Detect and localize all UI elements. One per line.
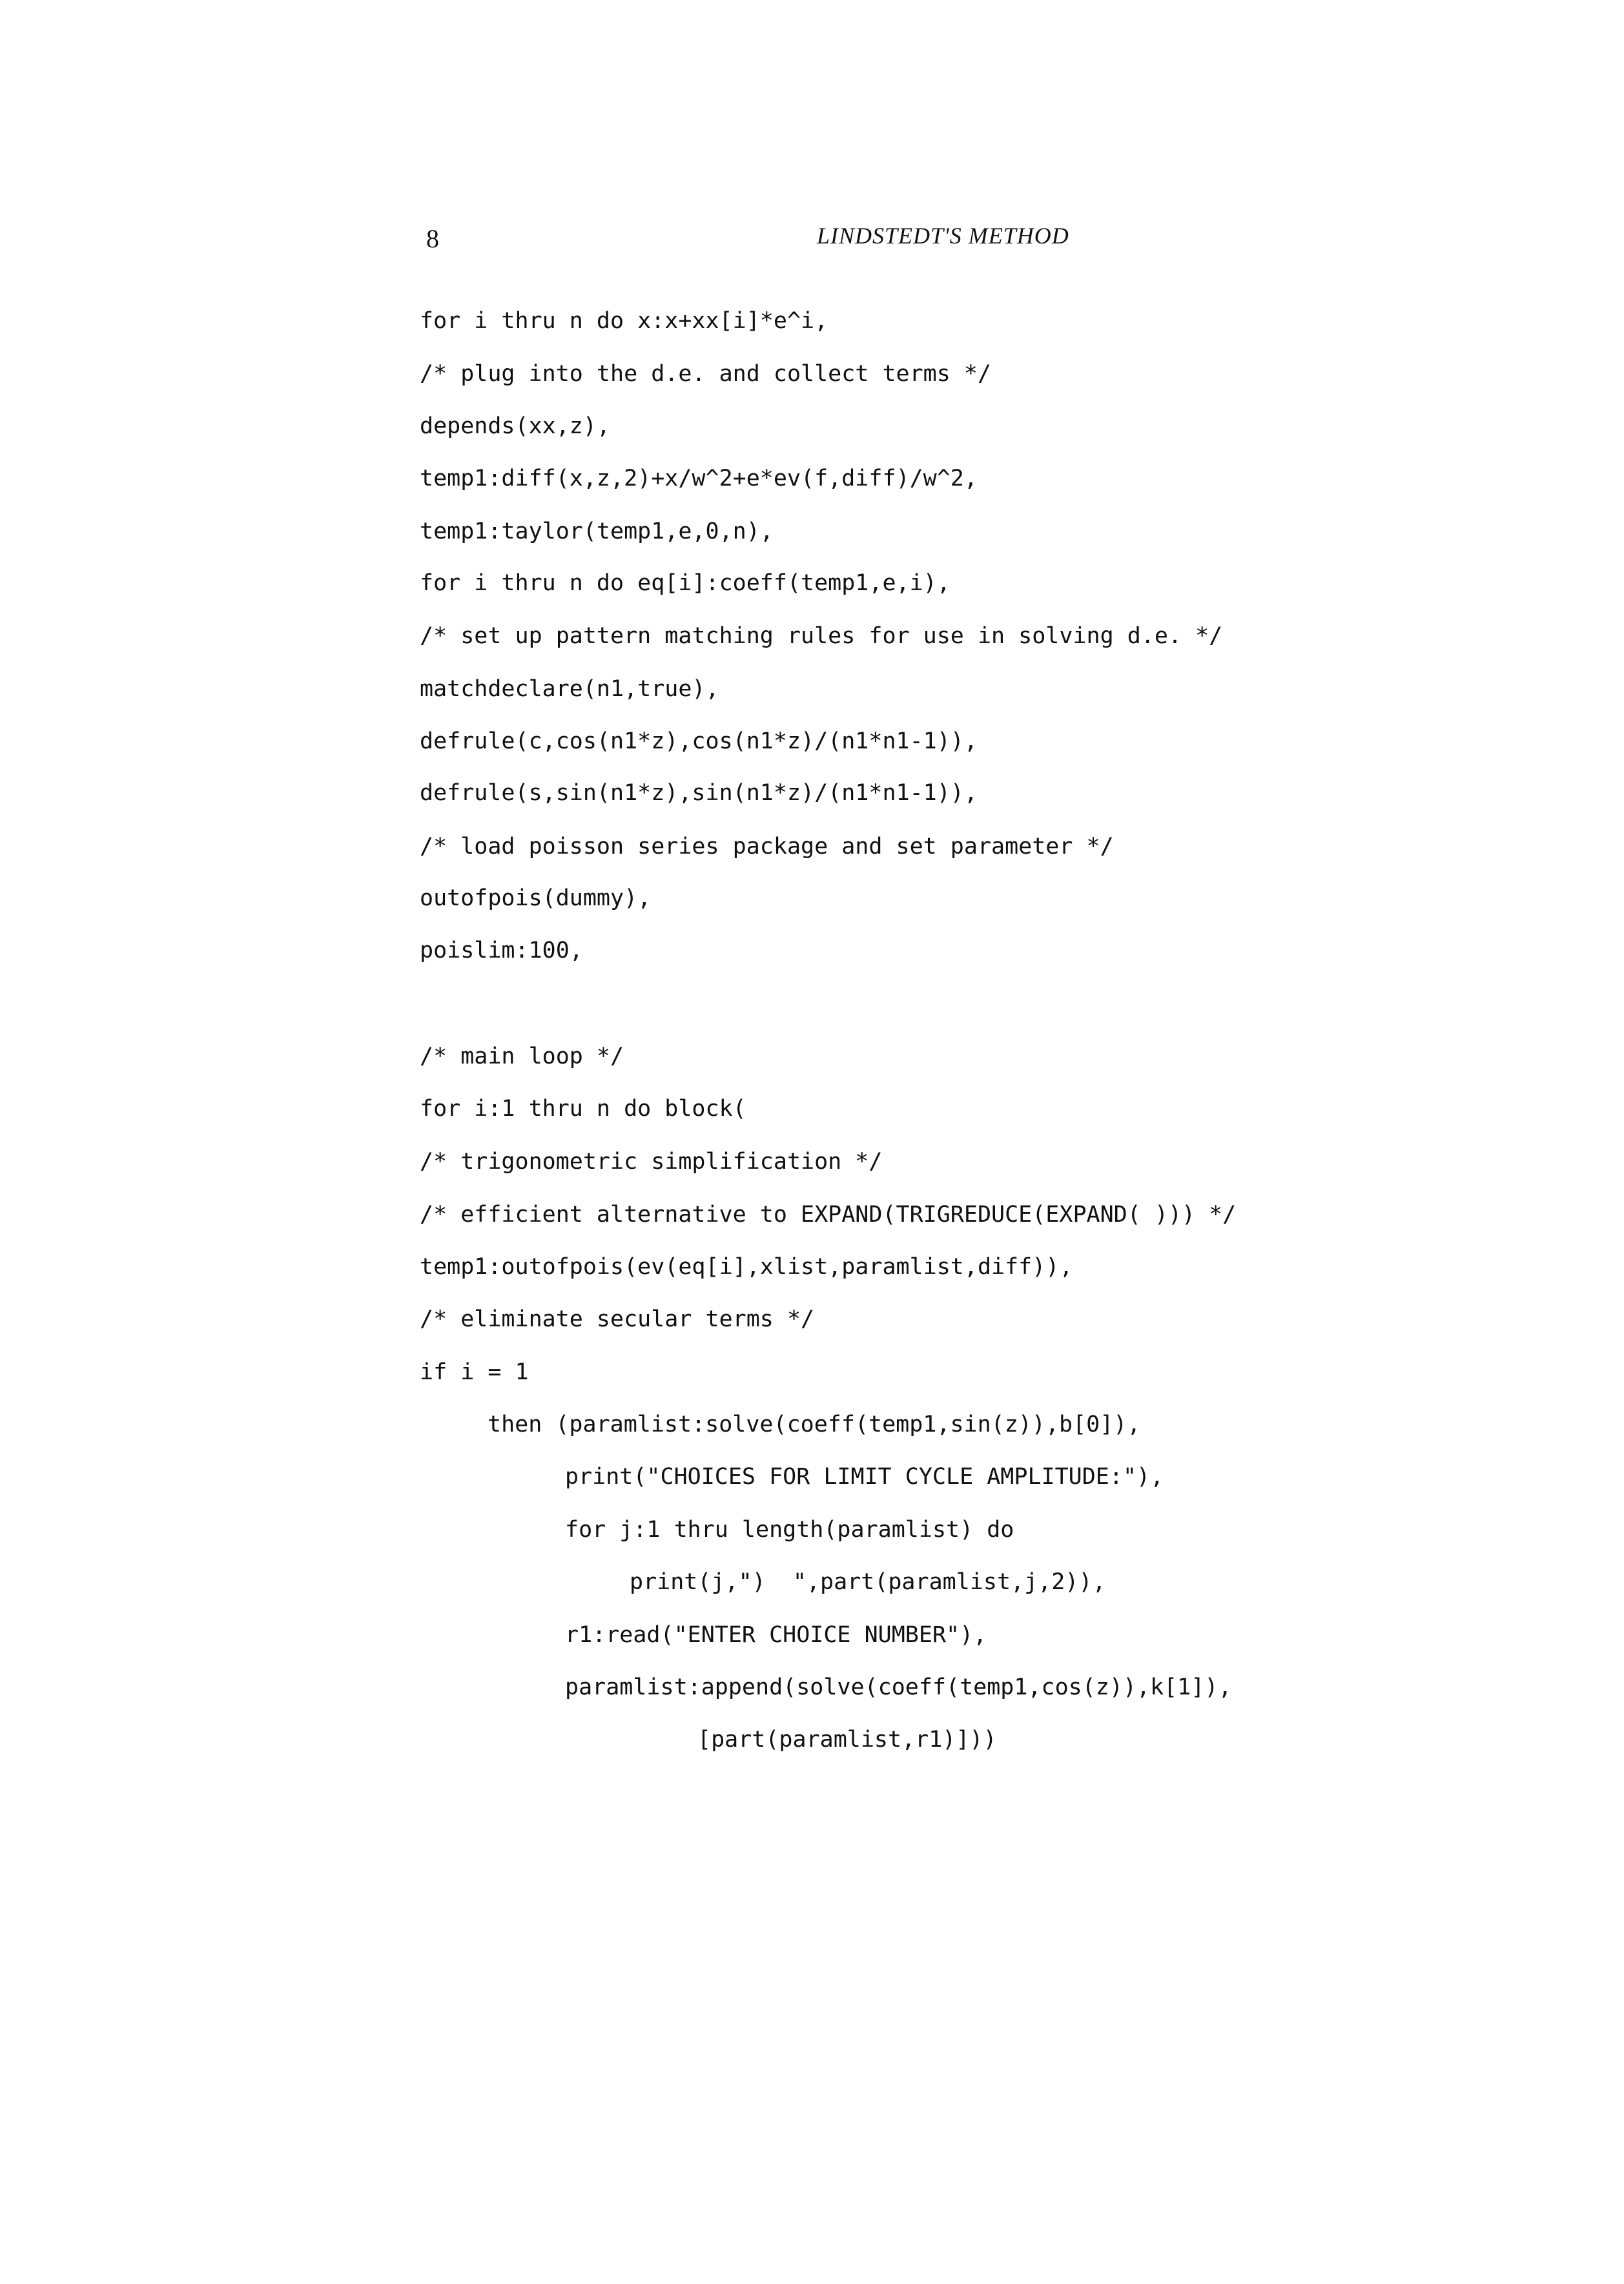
code-line: for j:1 thru length(paramlist) do — [565, 1517, 1014, 1543]
code-line: defrule(c,cos(n1*z),cos(n1*z)/(n1*n1-1)), — [420, 728, 978, 754]
code-line: for i thru n do x:x+xx[i]*e^i, — [420, 308, 828, 334]
code-line: temp1:taylor(temp1,e,0,n), — [420, 519, 774, 544]
code-line: /* eliminate secular terms */ — [420, 1306, 815, 1332]
code-line: for i:1 thru n do block( — [420, 1096, 746, 1122]
code-line: matchdeclare(n1,true), — [420, 676, 719, 702]
code-line: if i = 1 — [420, 1359, 529, 1385]
code-line: r1:read("ENTER CHOICE NUMBER"), — [565, 1622, 987, 1648]
code-line: then (paramlist:solve(coeff(temp1,sin(z)),b[0]), — [488, 1412, 1141, 1437]
code-line: depends(xx,z), — [420, 413, 611, 439]
code-line: outofpois(dummy), — [420, 885, 652, 911]
code-line: paramlist:append(solve(coeff(temp1,cos(z)),k[1]), — [565, 1674, 1232, 1700]
code-line: /* trigonometric simplification */ — [420, 1149, 883, 1175]
code-line: print(j,") ",part(paramlist,j,2)), — [630, 1569, 1106, 1595]
page-number: 8 — [426, 224, 439, 253]
code-line: temp1:diff(x,z,2)+x/w^2+e*ev(f,diff)/w^2, — [420, 466, 978, 491]
code-line: poislim:100, — [420, 938, 583, 963]
code-line: [part(paramlist,r1)])) — [697, 1727, 997, 1753]
code-line: defrule(s,sin(n1*z),sin(n1*z)/(n1*n1-1)), — [420, 780, 978, 806]
code-line: /* main loop */ — [420, 1044, 624, 1069]
code-line: /* set up pattern matching rules for use in solving d.e. */ — [420, 623, 1223, 649]
code-line: print("CHOICES FOR LIMIT CYCLE AMPLITUDE:"), — [565, 1464, 1164, 1490]
code-line: /* efficient alternative to EXPAND(TRIGREDUCE(EXPAND( ))) */ — [420, 1202, 1237, 1228]
code-line: /* load poisson series package and set parameter */ — [420, 834, 1114, 859]
code-line: for i thru n do eq[i]:coeff(temp1,e,i), — [420, 570, 951, 596]
code-line: /* plug into the d.e. and collect terms */ — [420, 361, 992, 387]
running-title: LINDSTEDT'S METHOD — [817, 223, 1069, 249]
code-line: temp1:outofpois(ev(eq[i],xlist,paramlist,diff)), — [420, 1254, 1073, 1280]
